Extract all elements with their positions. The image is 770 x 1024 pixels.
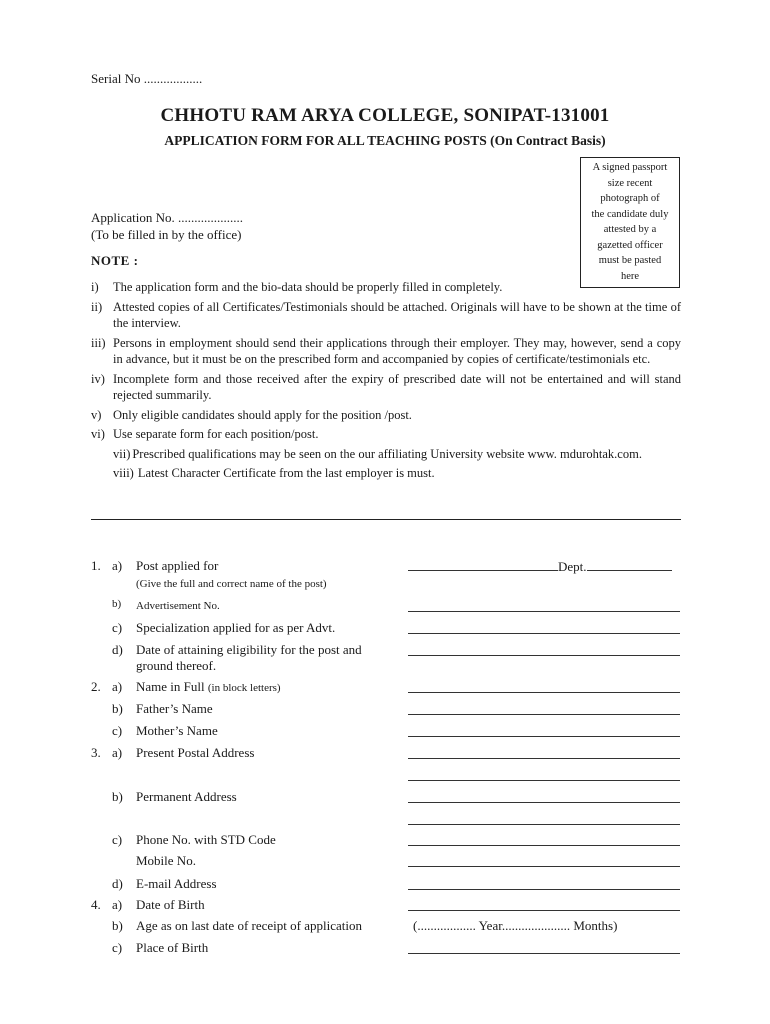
photo-box-line: here	[620, 270, 640, 282]
application-number-block	[91, 209, 243, 243]
field-label: Father’s Name	[136, 701, 213, 716]
note-heading: NOTE :	[91, 253, 139, 268]
father-name-input[interactable]	[408, 701, 680, 715]
photo-box-line: the candidate duly	[591, 208, 669, 220]
permanent-address-input[interactable]	[408, 789, 680, 803]
present-address-input-2[interactable]	[408, 767, 680, 781]
eligibility-date-input[interactable]	[408, 642, 680, 656]
field-label: Mother’s Name	[136, 723, 218, 738]
field-label: Post applied for	[136, 558, 219, 573]
college-title: CHHOTU RAM ARYA COLLEGE, SONIPAT-131001	[160, 105, 610, 126]
photo-box[interactable]	[580, 157, 680, 288]
phone-input[interactable]	[408, 832, 680, 846]
note-item: i) The application form and the bio-data should be properly filled in completely.	[91, 280, 503, 294]
field-label: E-mail Address	[136, 876, 217, 891]
office-use-note: (To be filled in by the office)	[91, 227, 242, 242]
field-label: Place of Birth	[136, 940, 209, 955]
field-label: Advertisement No.	[136, 600, 220, 612]
form-subtitle: APPLICATION FORM FOR ALL TEACHING POSTS (On Contract Basis)	[164, 133, 606, 148]
note-item: v) Only eligible candidates should apply for the position /post.	[91, 407, 412, 422]
field-label: Specialization applied for as per Advt.	[136, 620, 336, 635]
post-dept-input[interactable]: Dept.	[408, 558, 680, 575]
photo-box-line: A signed passport	[592, 162, 668, 173]
field-label: Name in Full (in block letters)	[136, 679, 281, 694]
note-item: vii) Prescribed qualifications may be seen on the our affiliating University website www. mdurohtak.com.	[113, 446, 642, 461]
mobile-input[interactable]	[408, 853, 680, 867]
field-label: Permanent Address	[136, 789, 237, 804]
application-number: Application No. ....................	[91, 210, 244, 225]
dob-input[interactable]	[408, 897, 680, 911]
place-of-birth-input[interactable]	[408, 940, 680, 954]
note-item: iii) Persons in employment should send their applications through their employer. They may, however, send a copy in advance, but it must be on the prescribed form and accompanied by copies of certificate/testimonials etc.	[91, 335, 681, 366]
specialization-input[interactable]	[408, 620, 680, 634]
email-input[interactable]	[408, 876, 680, 890]
mother-name-input[interactable]	[408, 723, 680, 737]
field-label: Date of Birth	[136, 897, 205, 912]
field-label: Present Postal Address	[136, 745, 255, 760]
field-label: Mobile No.	[136, 853, 196, 868]
photo-box-line: attested by a	[603, 224, 657, 235]
permanent-address-input-2[interactable]	[408, 811, 680, 825]
notes-list	[91, 279, 681, 485]
section-divider	[91, 519, 681, 520]
photo-box-line: size recent	[607, 177, 653, 189]
field-label: Age as on last date of receipt of application	[136, 918, 362, 933]
note-item: iv) Incomplete form and those received after the expiry of prescribed date will not be entertained and will stand rejected summarily.	[91, 371, 681, 402]
name-input[interactable]	[408, 679, 680, 693]
note-item: ii) Attested copies of all Certificates/Testimonials should be attached. Originals will have to be shown at the time of the interview.	[91, 299, 681, 330]
serial-number: Serial No ..................	[91, 71, 203, 86]
field-label: Phone No. with STD Code	[136, 832, 276, 847]
note-item: viii) Latest Character Certificate from the last employer is must.	[113, 466, 435, 480]
note-item: vi) Use separate form for each position/post.	[91, 427, 319, 441]
present-address-input[interactable]	[408, 745, 680, 759]
photo-box-line: gazetted officer	[597, 239, 663, 251]
age-input[interactable]: (.................. Year..................... Months)	[413, 918, 618, 933]
advertisement-no-input[interactable]	[408, 598, 680, 612]
field-hint: (Give the full and correct name of the post)	[136, 578, 327, 590]
photo-box-line: photograph of	[600, 193, 660, 204]
field-label: Date of attaining eligibility for the post and ground thereof.	[136, 642, 362, 673]
photo-box-line: must be pasted	[598, 255, 662, 266]
